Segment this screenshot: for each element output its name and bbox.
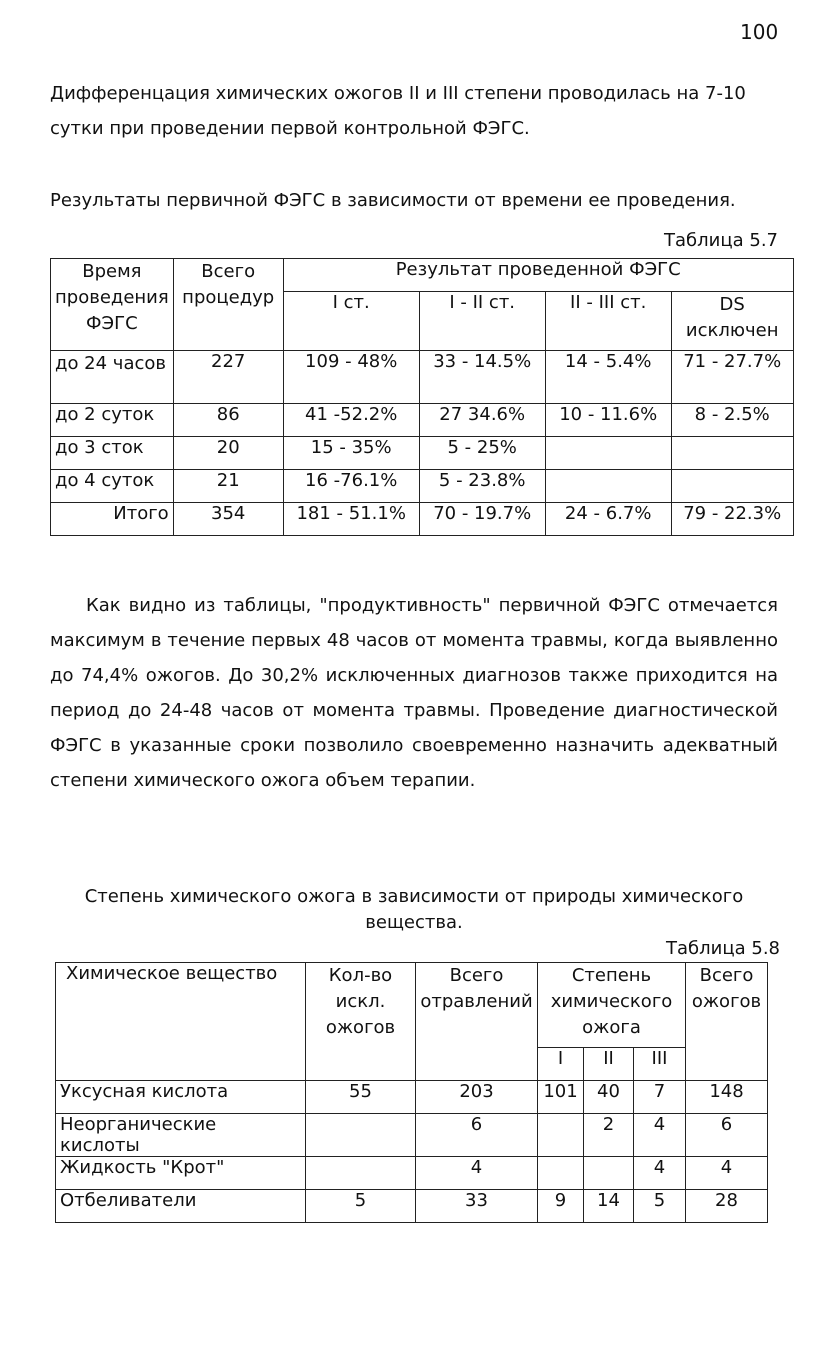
analysis-paragraph xyxy=(50,588,778,798)
row-excluded: 55 xyxy=(306,1081,416,1114)
row-degree-2: 14 xyxy=(584,1190,634,1223)
row-st2-3: 10 - 11.6% xyxy=(545,404,671,437)
row-period: до 4 суток xyxy=(51,470,174,503)
table-row-total xyxy=(51,503,794,536)
row-burns: 4 xyxy=(686,1157,768,1190)
analysis-text: Как видно из таблицы, "продуктивность" первичной ФЭГС отмечается максимум в течение первых 48 часов от момента травмы, когда выявленно до 74,4% ожогов. До 30,2% исключенных диагнозов также приходится на период до 24-48 часов от момента травмы. Проведение диагностической ФЭГС в указанные сроки позволило своевременно назначить адекватный степени химического ожога объем терапии. xyxy=(50,595,778,791)
row-st2-3: 14 - 5.4% xyxy=(545,351,671,404)
header-time: Время проведения ФЭГС xyxy=(51,259,174,351)
row-degree-2: 40 xyxy=(584,1081,634,1114)
intro-paragraph: Дифференцация химических ожогов II и III степени проводилась на 7-10 сутки при проведении первой контрольной ФЭГС. xyxy=(50,83,746,139)
row-burns: 28 xyxy=(686,1190,768,1223)
row-total: 21 xyxy=(173,470,283,503)
row-excluded: 5 xyxy=(306,1190,416,1223)
row-degree-3: 4 xyxy=(634,1157,686,1190)
header-degree: Степень химического ожога xyxy=(538,963,686,1048)
row-period: Итого xyxy=(51,503,174,536)
page-number: 100 xyxy=(740,20,779,44)
row-ds xyxy=(671,437,793,470)
row-degree-1 xyxy=(538,1114,584,1157)
table-row xyxy=(51,470,794,503)
table2-caption-line1: Степень химического ожога в зависимости от природы химического xyxy=(84,886,744,907)
table-row xyxy=(56,1190,768,1223)
row-ds: 8 - 2.5% xyxy=(671,404,793,437)
row-st2-3 xyxy=(545,437,671,470)
row-substance: Уксусная кислота xyxy=(56,1081,306,1114)
table2-label: Таблица 5.8 xyxy=(666,938,780,959)
row-st2-3: 24 - 6.7% xyxy=(545,503,671,536)
row-total: 86 xyxy=(173,404,283,437)
row-poisonings: 4 xyxy=(416,1157,538,1190)
row-st1-2: 70 - 19.7% xyxy=(419,503,545,536)
row-burns: 148 xyxy=(686,1081,768,1114)
header-excluded: Кол-во искл. ожогов xyxy=(306,963,416,1081)
header-degree-3: III xyxy=(634,1048,686,1081)
row-period: до 24 часов xyxy=(51,351,174,404)
row-total: 20 xyxy=(173,437,283,470)
header-degree-1: I xyxy=(538,1048,584,1081)
row-st1-2: 5 - 25% xyxy=(419,437,545,470)
row-substance: Жидкость "Крот" xyxy=(56,1157,306,1190)
row-st1: 109 - 48% xyxy=(283,351,419,404)
header-st2-3: II - III ст. xyxy=(545,292,671,351)
row-degree-3: 7 xyxy=(634,1081,686,1114)
row-burns: 6 xyxy=(686,1114,768,1157)
row-st1: 15 - 35% xyxy=(283,437,419,470)
row-ds: 79 - 22.3% xyxy=(671,503,793,536)
row-period: до 2 суток xyxy=(51,404,174,437)
row-st1-2: 5 - 23.8% xyxy=(419,470,545,503)
row-st1: 181 - 51.1% xyxy=(283,503,419,536)
row-st2-3 xyxy=(545,470,671,503)
row-poisonings: 6 xyxy=(416,1114,538,1157)
table-row xyxy=(56,1081,768,1114)
row-degree-2 xyxy=(584,1157,634,1190)
row-degree-3: 4 xyxy=(634,1114,686,1157)
row-st1: 41 -52.2% xyxy=(283,404,419,437)
table-row xyxy=(56,1114,768,1157)
row-period: до 3 сток xyxy=(51,437,174,470)
table1-caption: Результаты первичной ФЭГС в зависимости от времени ее проведения. xyxy=(50,190,736,211)
row-degree-1: 101 xyxy=(538,1081,584,1114)
header-result: Результат проведенной ФЭГС xyxy=(283,259,793,292)
row-st1: 16 -76.1% xyxy=(283,470,419,503)
header-total: Всего процедур xyxy=(173,259,283,351)
row-degree-1: 9 xyxy=(538,1190,584,1223)
row-poisonings: 203 xyxy=(416,1081,538,1114)
table-row xyxy=(51,437,794,470)
table-row xyxy=(51,404,794,437)
header-burns: Всего ожогов xyxy=(686,963,768,1081)
header-st1-2: I - II ст. xyxy=(419,292,545,351)
row-poisonings: 33 xyxy=(416,1190,538,1223)
header-substance: Химическое вещество xyxy=(56,963,306,1081)
row-st1-2: 27 34.6% xyxy=(419,404,545,437)
row-substance: Неорганические кислоты xyxy=(56,1114,306,1157)
header-poisonings: Всего отравлений xyxy=(416,963,538,1081)
row-degree-2: 2 xyxy=(584,1114,634,1157)
row-ds xyxy=(671,470,793,503)
table-row xyxy=(56,1157,768,1190)
substances-table xyxy=(55,962,768,1223)
row-excluded xyxy=(306,1114,416,1157)
row-excluded xyxy=(306,1157,416,1190)
row-st1-2: 33 - 14.5% xyxy=(419,351,545,404)
table2-caption-line2: вещества. xyxy=(365,912,463,933)
row-total: 354 xyxy=(173,503,283,536)
row-degree-1 xyxy=(538,1157,584,1190)
header-ds: DS исключен xyxy=(671,292,793,351)
row-total: 227 xyxy=(173,351,283,404)
table2-caption xyxy=(50,884,778,936)
header-st1: I ст. xyxy=(283,292,419,351)
table-row xyxy=(51,351,794,404)
row-substance: Отбеливатели xyxy=(56,1190,306,1223)
table1-label: Таблица 5.7 xyxy=(664,230,778,251)
row-ds: 71 - 27.7% xyxy=(671,351,793,404)
results-table xyxy=(50,258,794,536)
row-degree-3: 5 xyxy=(634,1190,686,1223)
header-degree-2: II xyxy=(584,1048,634,1081)
